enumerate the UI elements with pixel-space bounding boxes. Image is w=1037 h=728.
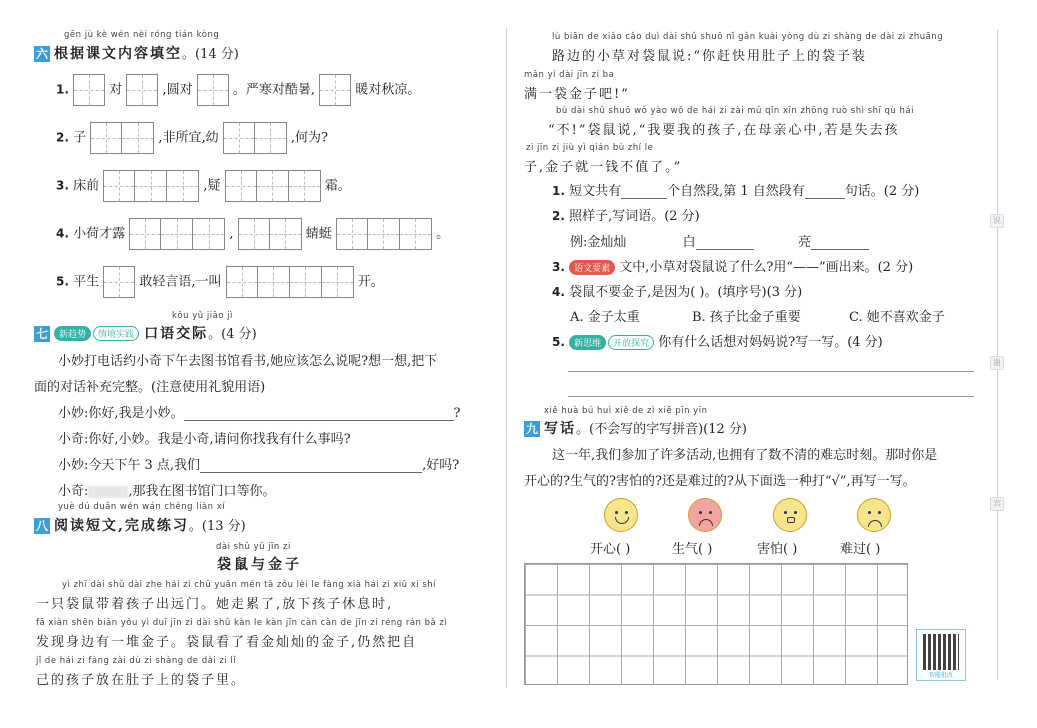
q6-4 [56, 218, 449, 250]
blurred-region [88, 486, 128, 498]
q6-1 [56, 74, 420, 106]
q6-5 [56, 266, 384, 298]
answer-cells[interactable] [103, 266, 135, 298]
q6-3-text-a: 床前 [73, 178, 100, 194]
section7-tag-trend: 新趋势 [54, 326, 91, 341]
answer-line[interactable] [621, 186, 667, 199]
q8-5-num: 5. [552, 335, 565, 349]
q6-2-text-a: 子 [73, 130, 87, 146]
section9-number: 九 [525, 421, 538, 436]
answer-cells[interactable] [126, 74, 158, 106]
story-p2: 发现身边有一堆金子。袋鼠看了看金灿灿的金子,仍然把自 [36, 635, 418, 650]
q8-4-option-b[interactable]: B. 孩子比金子重要 [691, 310, 801, 325]
story-p1-pinyin: yì zhī dài shǔ dài zhe hái zi chū yuǎn mén tā zǒu lèi le fàng xià hái zi xiū xi shí [62, 580, 437, 590]
q8-2-word-bright: 亮 [797, 235, 811, 250]
q6-1-text-d: 暖对秋凉。 [355, 82, 421, 98]
story-title: 袋鼠与金子 [217, 557, 302, 573]
q6-1-text-c: 。严寒对酷暑, [232, 82, 316, 98]
dialog-line-3-end: ,好吗? [422, 458, 460, 473]
section9-header [524, 418, 747, 438]
q8-2 [552, 205, 700, 224]
story-r1: 路边的小草对袋鼠说:“你赶快用肚子上的袋子装 [552, 49, 868, 64]
section8-pinyin: yuè dú duǎn wén wán chéng liàn xí [58, 502, 226, 512]
answer-line[interactable] [200, 460, 422, 473]
q8-4-option-c[interactable]: C. 她不喜欢金子 [849, 310, 945, 325]
q6-5-text-c: 开。 [357, 274, 384, 290]
section9-intro-2: 开心的?生气的?害怕的?还是难过的?从下面选一种打“√”,再写一写。 [524, 474, 916, 489]
section8-header [34, 515, 246, 535]
answer-cells[interactable] [103, 170, 199, 202]
q8-4-option-a[interactable]: A. 金子太重 [570, 310, 640, 325]
section7-header [34, 323, 257, 343]
section6-header [34, 43, 239, 63]
q8-2-example [570, 231, 869, 250]
answer-line[interactable] [811, 237, 869, 250]
answer-line[interactable] [805, 186, 845, 199]
q6-4-text-d: 。 [436, 226, 450, 242]
q8-5-tag-open: 开放探究 [608, 335, 654, 350]
story-p3-pinyin: jǐ de hái zi fàng zài dù zi shàng de dài zi lǐ [36, 656, 237, 666]
q6-3 [56, 170, 351, 202]
answer-line[interactable] [568, 371, 974, 372]
dialog-line-1-text: 小妙:你好,我是小妙。 [58, 406, 184, 421]
answer-cells[interactable] [129, 218, 225, 250]
section6-pinyin: gēn jù kè wén nèi róng tián kòng [64, 30, 220, 40]
q8-3-num: 3. [552, 260, 565, 274]
section6-number: 六 [35, 46, 48, 61]
dialog-line-4-text-b: ,那我在图书馆门口等你。 [128, 484, 276, 499]
face-label-angry[interactable]: 生气( ) [672, 542, 713, 557]
qr-code-icon [923, 634, 959, 670]
left-page [0, 0, 505, 728]
story-p1: 一只袋鼠带着孩子出远门。她走累了,放下孩子休息时, [36, 597, 394, 612]
q6-5-num: 5. [56, 274, 69, 289]
q8-1-text-a: 短文共有 [569, 184, 622, 199]
q6-4-num: 4. [56, 226, 69, 241]
answer-line[interactable] [568, 396, 974, 397]
section6-title: 根据课文内容填空 [54, 46, 182, 62]
q6-2-text-c: ,何为? [290, 130, 329, 146]
q8-1-num: 1. [552, 184, 565, 198]
story-r3-pinyin: bù dài shǔ shuō wǒ yào wǒ de hái zi zài mǔ qīn xīn zhōng ruò shì shī qù hái [556, 106, 914, 116]
scared-face-icon [773, 498, 807, 532]
q6-1-text-a: 对 [109, 82, 123, 98]
dialog-line-2: 小奇:你好,小妙。我是小奇,请问你找我有什么事吗? [58, 432, 351, 447]
q6-4-text-a: 小荷才露 [73, 226, 126, 242]
story-r3: “不!”袋鼠说,“我要我的孩子,在母亲心中,若是失去孩 [548, 123, 900, 138]
edge-tab-2: 谢 [990, 356, 1004, 370]
q8-1-text-b: 个自然段,第 1 自然段有 [667, 184, 805, 199]
q8-2-num: 2. [552, 209, 565, 223]
q8-2-example-text: 例:金灿灿 [570, 235, 627, 250]
qr-code[interactable] [916, 629, 966, 681]
answer-cells[interactable] [197, 74, 229, 106]
q8-4-text: 袋鼠不要金子,是因为( )。(填序号)(3 分) [569, 285, 803, 300]
angry-face-icon [688, 498, 722, 532]
q8-1 [552, 180, 919, 199]
section7-intro-2: 面的对话补充完整。(注意使用礼貌用语) [34, 380, 266, 395]
q6-4-text-b: , [229, 226, 234, 242]
q8-4-num: 4. [552, 285, 565, 299]
dialog-line-4-text: 小奇: [58, 484, 89, 499]
section7-tag-practice: 情境实践 [93, 326, 139, 341]
story-r2: 满一袋金子吧!” [524, 87, 630, 102]
answer-line[interactable] [184, 408, 454, 421]
story-p3: 己的孩子放在肚子上的袋子里。 [36, 673, 247, 688]
answer-cells[interactable] [238, 218, 302, 250]
section9-pinyin: xiě huà bú huì xiě de zì xiě pīn yīn [544, 406, 708, 416]
q6-2 [56, 122, 328, 154]
q8-2-text: 照样子,写词语。(2 分) [569, 209, 700, 224]
page-right-border [997, 30, 998, 680]
section7-intro-1: 小妙打电话约小奇下午去图书馆看书,她应该怎么说呢?想一想,把下 [58, 354, 438, 369]
answer-cells[interactable] [319, 74, 351, 106]
q8-4-options [570, 306, 945, 325]
section8-title: 阅读短文,完成练习 [54, 518, 189, 534]
story-r2-pinyin: mǎn yí dài jīn zi ba [524, 70, 615, 80]
q6-3-text-c: 霜。 [324, 178, 351, 194]
section9-intro-1: 这一年,我们参加了许多活动,也拥有了数不清的难忘时刻。那时你是 [552, 448, 938, 463]
q6-1-num: 1. [56, 82, 69, 97]
section7-number: 七 [35, 326, 48, 341]
q8-1-text-c: 句话。(2 分) [844, 184, 920, 199]
q6-3-text-b: ,疑 [203, 178, 221, 194]
section9-title: 写话 [544, 421, 576, 437]
section7-pinyin: kǒu yǔ jiāo jì [172, 311, 233, 321]
q6-1-text-b: ,圆对 [162, 82, 193, 98]
story-r1-pinyin: lù biān de xiǎo cǎo duì dài shǔ shuō nǐ gǎn kuài yòng dù zi shàng de dài zi zhuāng [552, 32, 944, 42]
story-r4-pinyin: zi jīn zi jiù yì qián bù zhí le [526, 143, 654, 153]
edge-tab-3: 宾 [990, 497, 1004, 511]
face-label-sad[interactable]: 难过( ) [840, 542, 881, 557]
dialog-line-3-text: 小妙:今天下午 3 点,我们 [58, 458, 201, 473]
q6-5-text-b: 敢轻言语,一叫 [139, 274, 222, 290]
dialog-line-1-end: ? [453, 406, 461, 421]
section7-score: 。(4 分) [208, 327, 257, 342]
qr-code-label: 智能批改 [928, 672, 953, 679]
story-p2-pinyin: fā xiàn shēn biān yǒu yì duī jīn zi dài shǔ kàn le kàn jīn càn càn de jīn zi réng rán bǎ zì [36, 618, 448, 628]
q8-3-text: 文中,小草对袋鼠说了什么?用“——”画出来。(2 分) [619, 260, 914, 275]
story-r4: 子,金子就一钱不值了。” [524, 160, 683, 175]
q8-5-tag-new: 新思维 [569, 335, 606, 350]
q8-5 [552, 331, 883, 350]
q8-5-text: 你有什么话想对妈妈说?写一写。(4 分) [658, 335, 883, 350]
section7-title: 口语交际 [144, 326, 209, 342]
answer-cells[interactable] [225, 170, 321, 202]
face-label-scared[interactable]: 害怕( ) [757, 542, 798, 557]
q8-2-word-white: 白 [682, 235, 696, 250]
happy-face-icon [604, 498, 638, 532]
section6-score: 。(14 分) [182, 47, 239, 62]
q8-4 [552, 281, 802, 300]
sad-face-icon [857, 498, 891, 532]
q6-4-text-c: 蜻蜓 [305, 226, 332, 242]
answer-cells[interactable] [223, 122, 287, 154]
section9-score: 。(不会写的字写拼音)(12 分) [576, 422, 747, 437]
q8-3-tag: 语文要素 [569, 260, 615, 275]
story-title-pinyin: dài shǔ yǔ jīn zi [216, 542, 291, 552]
answer-line[interactable] [696, 237, 754, 250]
section8-number: 八 [35, 518, 48, 533]
q8-3 [552, 256, 913, 275]
edge-tab-1: 说 [990, 214, 1004, 228]
q6-2-text-b: ,非所宜,幼 [158, 130, 219, 146]
writing-grid[interactable] [524, 563, 908, 685]
answer-cells[interactable] [90, 122, 154, 154]
q6-2-num: 2. [56, 130, 69, 145]
q6-5-text-a: 平生 [73, 274, 100, 290]
face-label-happy[interactable]: 开心( ) [590, 542, 631, 557]
dialog-line-3 [58, 454, 459, 473]
answer-cells[interactable] [226, 266, 354, 298]
dialog-line-1 [58, 402, 461, 421]
dialog-line-4 [58, 480, 276, 499]
answer-cells[interactable] [73, 74, 105, 106]
q6-3-num: 3. [56, 178, 69, 193]
section8-score: 。(13 分) [188, 519, 246, 534]
page-divider [506, 28, 507, 688]
answer-cells[interactable] [336, 218, 432, 250]
